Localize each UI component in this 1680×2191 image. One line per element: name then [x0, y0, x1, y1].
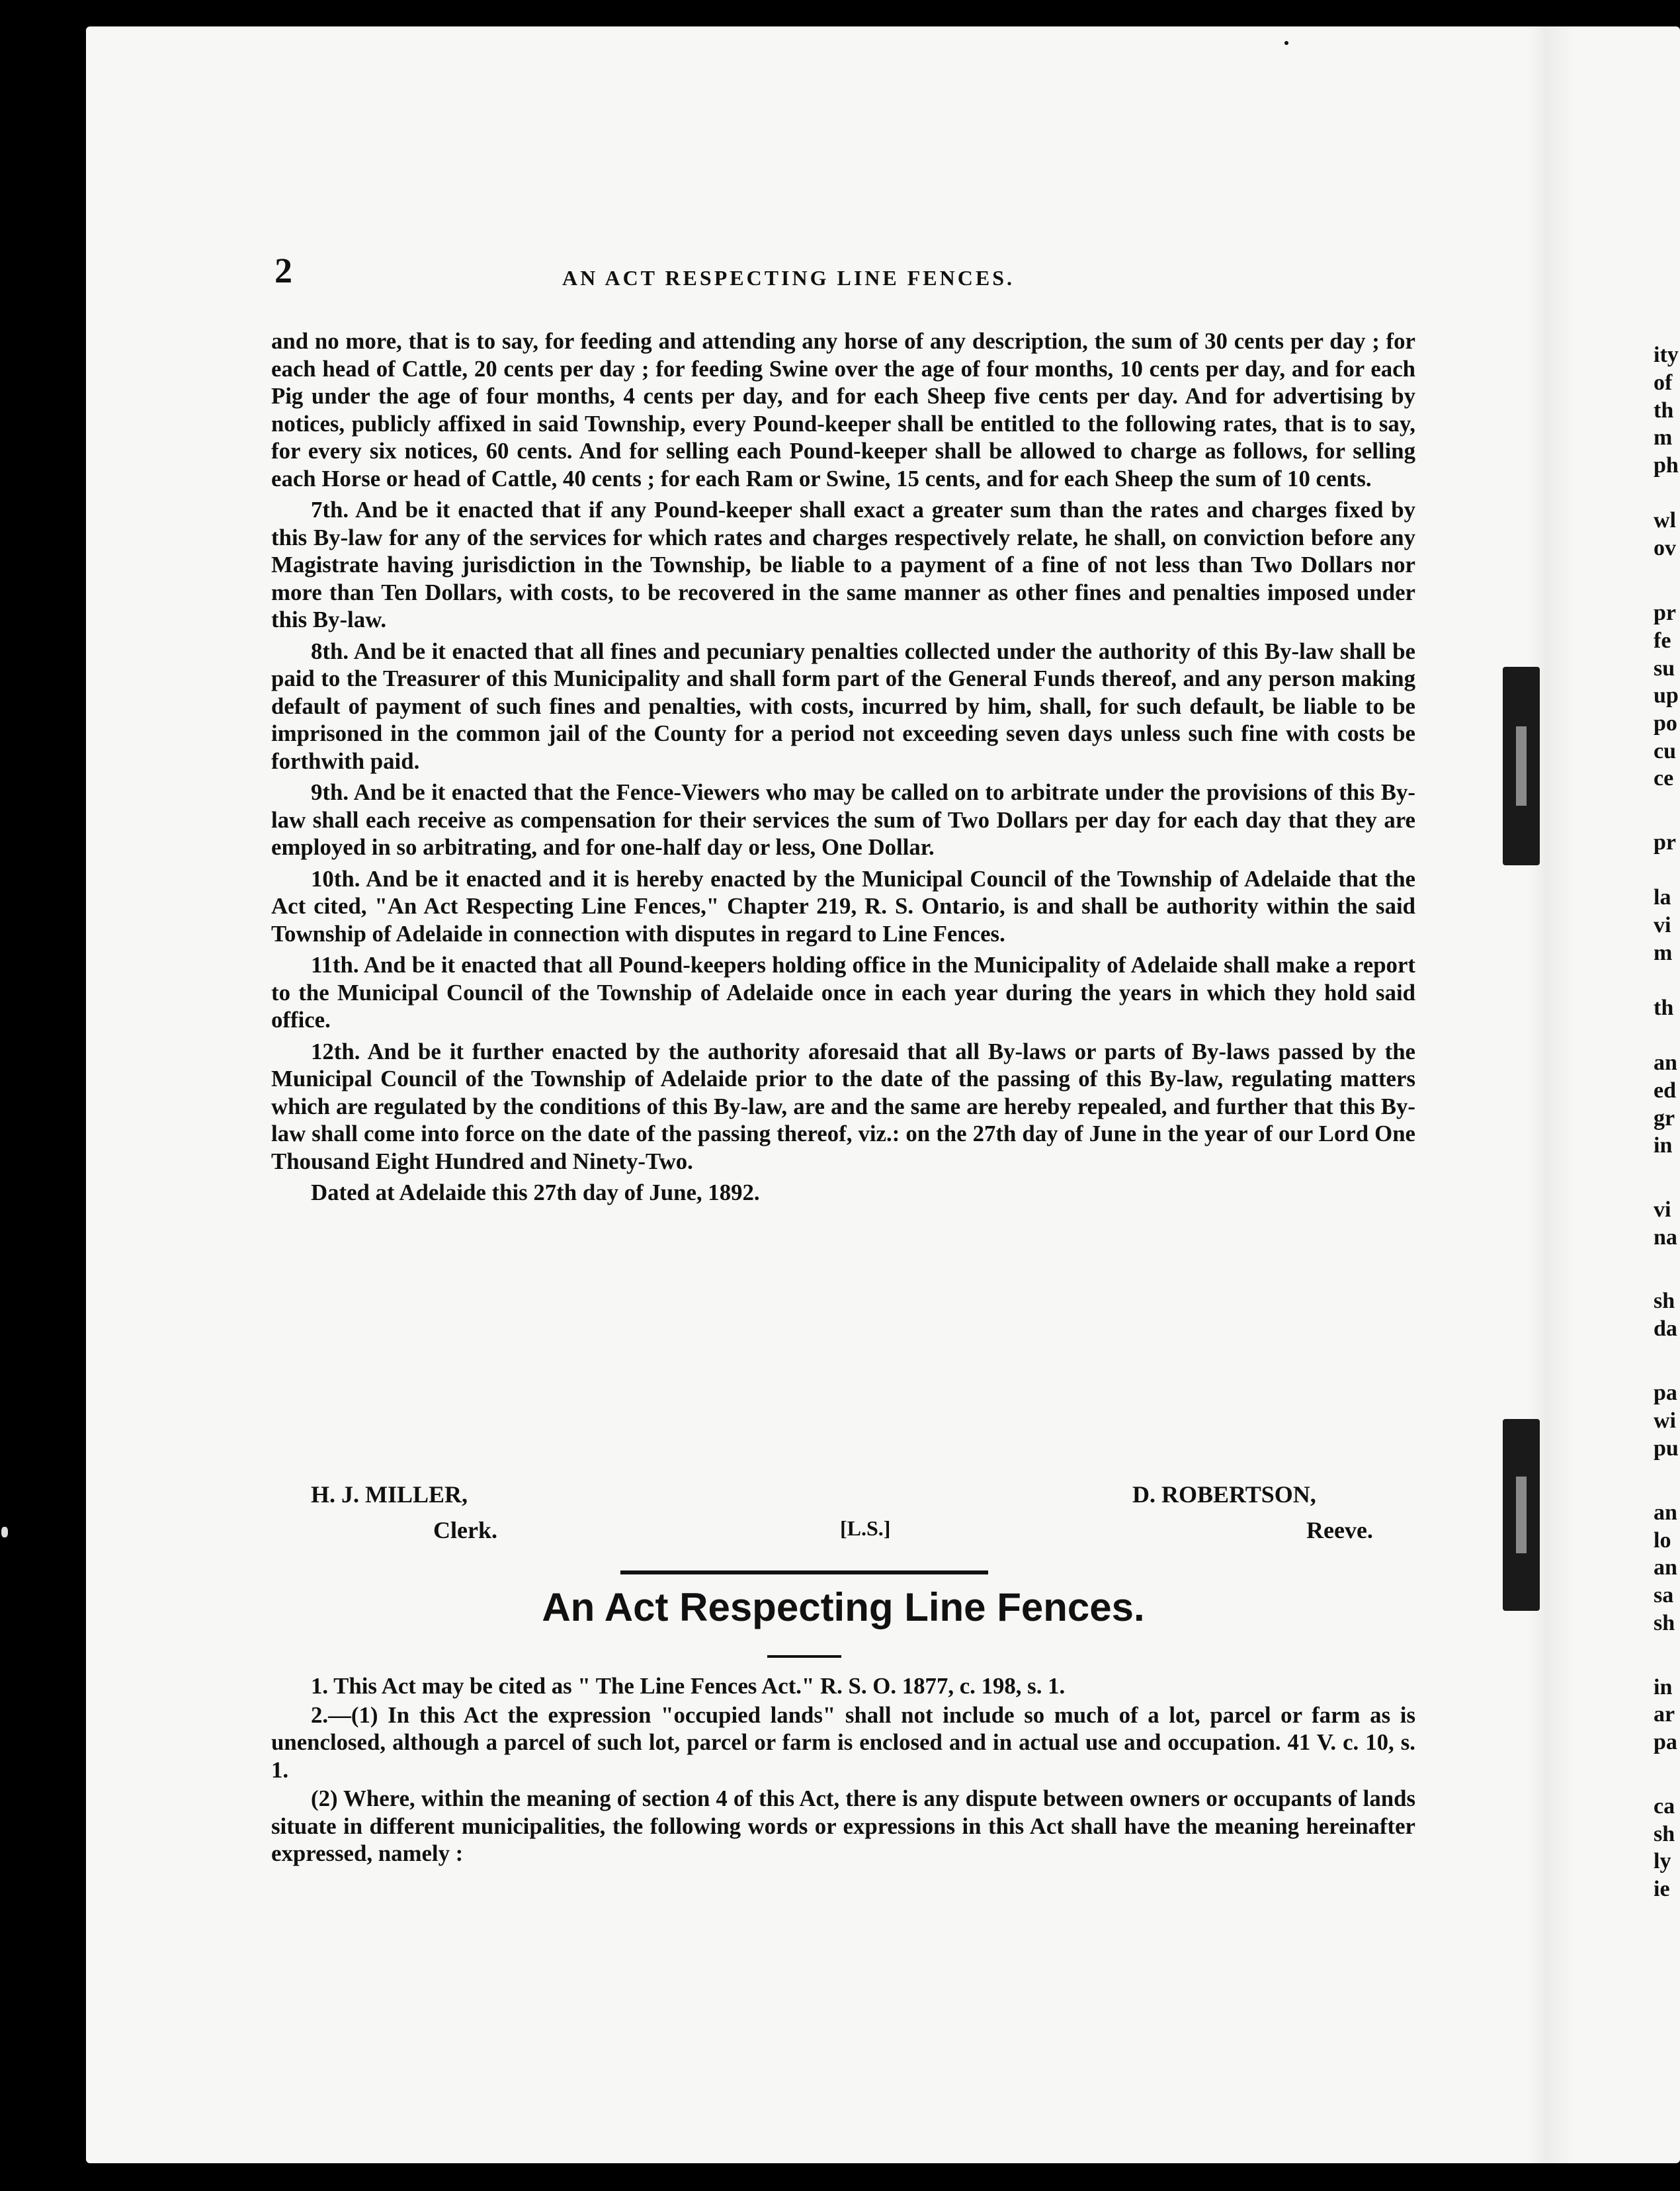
fragment-text: na — [1654, 1225, 1677, 1250]
clerk-title: Clerk. — [433, 1517, 497, 1543]
fragment-text: ed — [1654, 1078, 1676, 1103]
fragment-text: wi — [1654, 1408, 1676, 1433]
reeve-title: Reeve. — [1306, 1517, 1373, 1543]
fragment-text: vi — [1654, 913, 1671, 937]
fragment-text: ph — [1654, 453, 1679, 478]
clerk-name: H. J. MILLER, — [311, 1481, 468, 1508]
fragment-text: an — [1654, 1500, 1677, 1525]
fragment-text: pr — [1654, 830, 1676, 855]
section-divider — [620, 1570, 988, 1574]
running-head: AN ACT RESPECTING LINE FENCES. — [562, 266, 1015, 290]
bylaw-paragraph: and no more, that is to say, for feeding and attending any horse of any description, the sum of 30 cents per day ; for each head of Cattle, 20 cents per day ; for feeding Swine over the age of four months, 10 cents per day, and for each Pig under the age of four months, 4 cents per day, and for each Sheep five cents per day. And for advertising by notices, publicly affixed in said Township, every Pound-keeper shall be entitled to the following rates, that is to say, for every six notices, 60 cents. And for selling each Pound-keeper shall be allowed to charge as follows, for selling each Horse or head of Cattle, 40 cents ; for each Ram or Swine, 15 cents, and for each Sheep the sum of 10 cents. — [271, 328, 1415, 492]
fragment-text: ie — [1654, 1877, 1670, 1901]
fragment-text: sh — [1654, 1611, 1675, 1635]
fragment-text: la — [1654, 885, 1671, 910]
reeve-name: D. ROBERTSON, — [1132, 1481, 1316, 1508]
next-page-edge — [1654, 26, 1680, 2163]
fragment-text: vi — [1654, 1197, 1671, 1222]
bylaw-body — [271, 327, 1415, 1207]
binding-clip-mark — [1503, 667, 1540, 865]
fragment-text: ar — [1654, 1702, 1675, 1727]
fragment-text: sh — [1654, 1822, 1675, 1846]
fragment-text: su — [1654, 656, 1675, 681]
title-underline — [767, 1655, 841, 1658]
fragment-text: da — [1654, 1316, 1677, 1341]
signature-block — [271, 1481, 1415, 1553]
fragment-text: sa — [1654, 1583, 1674, 1608]
fragment-text: an — [1654, 1051, 1677, 1075]
fragment-text: sh — [1654, 1289, 1675, 1313]
fragment-text: th — [1654, 996, 1674, 1020]
fragment-text: wl — [1654, 508, 1676, 533]
fragment-text: in — [1654, 1675, 1673, 1699]
fragment-text: pr — [1654, 601, 1676, 625]
act-body — [271, 1672, 1415, 1869]
fragment-text: th — [1654, 398, 1674, 423]
fragment-text: lo — [1654, 1528, 1671, 1553]
fragment-text: pa — [1654, 1730, 1677, 1754]
scan-edge-mark — [1, 1527, 8, 1537]
fragment-text: of — [1654, 370, 1673, 395]
left-page — [86, 26, 1475, 2163]
bylaw-section-9: 9th. And be it enacted that the Fence-Viewers who may be called on to arbitrate under the provisions of this By-law shall each receive as compensation for their services the sum of Two Dollars per day for each day that they are employed in so arbitrating, and for one-half day or less, One Dollar. — [271, 779, 1415, 860]
fragment-text: po — [1654, 711, 1677, 736]
bylaw-section-12: 12th. And be it further enacted by the authority aforesaid that all By-laws or parts of By-laws passed by the Municipal Council of the Township of Adelaide prior to the date of the passing of this By-law, regulating matters which are regulated by the conditions of this By-law, are and the same are hereby repealed, and further that this By-law shall come into force on the date of the passing thereof, viz.: on the 27th day of June in the year of our Lord One Thousand Eight Hundred and Ninety-Two. — [271, 1038, 1415, 1174]
fragment-text: in — [1654, 1133, 1673, 1158]
fragment-text: an — [1654, 1555, 1677, 1580]
bylaw-section-11: 11th. And be it enacted that all Pound-keepers holding office in the Municipality of Adelaide shall make a report to the Municipal Council of the Township of Adelaide once in each year during the years in which they hold said office. — [271, 952, 1415, 1033]
fragment-text: ly — [1654, 1849, 1671, 1873]
fragment-text: up — [1654, 683, 1679, 708]
fragment-text: ity — [1654, 343, 1679, 367]
bylaw-section-7: 7th. And be it enacted that if any Pound-keeper shall exact a greater sum than the rates and charges fixed by this By-law for any of the services for which rates and charges respectively relate, he shall, on conviction before any Magistrate having jurisdiction in the Township, be liable to a payment of a fine of not less than Two Dollars nor more than Ten Dollars, with costs, to be recovered in the same manner as other fines and penalties imposed under this By-law. — [271, 497, 1415, 632]
bylaw-section-8: 8th. And be it enacted that all fines and pecuniary penalties collected under the authority of this By-law shall be paid to the Treasurer of this Municipality and shall form part of the General Funds thereof, and any person making default of payment of such fines and penalties, with costs, incurred by him, shall, for such default, be liable to be imprisoned in the common jail of the County for a period not exceeding seven days unless such fine with costs be forthwith paid. — [271, 638, 1415, 774]
fragment-text: ca — [1654, 1794, 1675, 1819]
page-number: 2 — [274, 251, 292, 290]
act-section-1: 1. This Act may be cited as " The Line Fences Act." R. S. O. 1877, c. 198, s. 1. — [311, 1673, 1066, 1699]
bylaw-section-10: 10th. And be it enacted and it is hereby enacted by the Municipal Council of the Township of Adelaide that the Act cited, "An Act Respecting Line Fences," Chapter 219, R. S. Ontario, is and shall be authority within the said Township of Adelaide in connection with disputes in regard to Line Fences. — [271, 865, 1415, 947]
fragment-text: m — [1654, 941, 1673, 965]
fragment-text: ov — [1654, 536, 1676, 560]
act-section-2: 2.—(1) In this Act the expression "occupied lands" shall not include so much of a lot, parcel or farm as is unenclosed, although a parcel of such lot, parcel or farm is enclosed and in actual use and occupation. 41 V. c. 10, s. 1. — [271, 1701, 1415, 1783]
fragment-text: cu — [1654, 739, 1676, 763]
fragment-text: pu — [1654, 1436, 1679, 1461]
seal-mark: [L.S.] — [840, 1516, 891, 1540]
scanned-page — [86, 26, 1680, 2163]
fragment-text: ce — [1654, 766, 1674, 791]
act-section-2-subsection-2: (2) Where, within the meaning of section 4 of this Act, there is any dispute between owners or occupants of lands situate in different municipalities, the following words or expressions in this Act shall have the meaning hereinafter expressed, namely : — [271, 1785, 1415, 1866]
act-title: An Act Respecting Line Fences. — [542, 1585, 1145, 1629]
dated-line: Dated at Adelaide this 27th day of June, 1892. — [311, 1180, 760, 1205]
fragment-text: gr — [1654, 1106, 1675, 1131]
fragment-text: fe — [1654, 628, 1671, 653]
binding-clip-mark — [1503, 1419, 1540, 1611]
fragment-text: m — [1654, 425, 1673, 450]
fragment-text: pa — [1654, 1381, 1677, 1405]
page-gutter — [1528, 26, 1574, 2163]
